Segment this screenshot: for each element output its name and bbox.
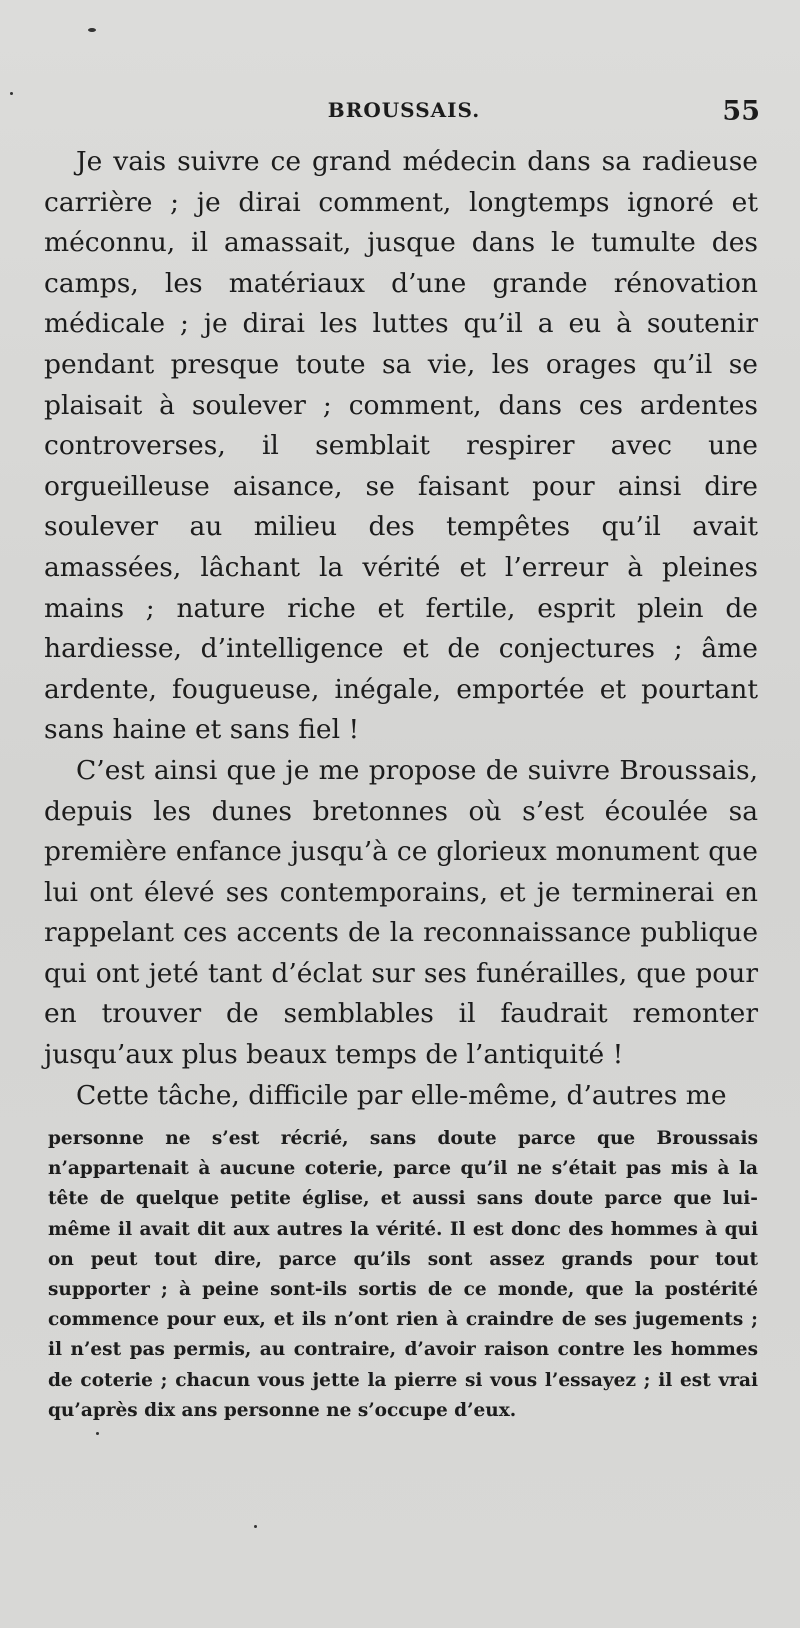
ink-speck xyxy=(96,1432,99,1435)
ink-speck xyxy=(10,92,13,95)
ink-speck xyxy=(254,1525,257,1528)
footnote-text: personne ne s’est récrié, sans doute parce que Broussais n’appartenait à aucune coterie, parce qu’il ne s’était pas mis à la tête de quelque petite église, et aussi sans doute parce que lui-même il avait dit aux autres la vérité. Il est donc des hommes à qui on peut tout dire, parce qu’ils sont assez grands pour tout supporter ; à peine sont-ils sortis de ce monde, que la postérité commence pour eux, et ils n’ont rien à craindre de ses jugements ; il n’est pas permis, au contraire, d’avoir raison contre les hommes de coterie ; chacun vous jette la pierre si vous l’essayez ; il est vrai qu’après dix ans personne ne s’occupe d’eux. xyxy=(48,1128,758,1421)
body-text xyxy=(44,142,758,1116)
running-head xyxy=(44,96,764,130)
page-number: 55 xyxy=(722,96,760,127)
paragraph: Cette tâche, difficile par elle-même, d’autres me xyxy=(76,1079,727,1111)
footnote xyxy=(48,1124,758,1426)
paragraph: C’est ainsi que je me propose de suivre Broussais, depuis les dunes bretonnes où s’est écoulée sa première enfance jusqu’à ce glorieux monument que lui ont élevé ses contemporains, et je terminerai en rappelant ces accents de la reconnaissance publique qui ont jeté tant d’éclat sur ses funérailles, que pour en trouver de semblables il faudrait remonter jusqu’aux plus beaux temps de l’antiquité ! xyxy=(44,754,758,1071)
ink-speck xyxy=(88,28,96,32)
paragraph: Je vais suivre ce grand médecin dans sa radieuse carrière ; je dirai comment, longtemps ignoré et méconnu, il amassait, jusque dans le tumulte des camps, les matériaux d’une grande rénovation médicale ; je dirai les luttes qu’il a eu à soutenir pendant presque toute sa vie, les orages qu’il se plaisait à soulever ; comment, dans ces ardentes controverses, il semblait respirer avec une orgueilleuse aisance, se faisant pour ainsi dire soulever au milieu des tempêtes qu’il avait amassées, lâchant la vérité et l’erreur à pleines mains ; nature riche et fertile, esprit plein de hardiesse, d’intelligence et de conjectures ; âme ardente, fougueuse, inégale, emportée et pourtant sans haine et sans fiel ! xyxy=(44,146,758,746)
running-title: BROUSSAIS. xyxy=(327,98,481,122)
